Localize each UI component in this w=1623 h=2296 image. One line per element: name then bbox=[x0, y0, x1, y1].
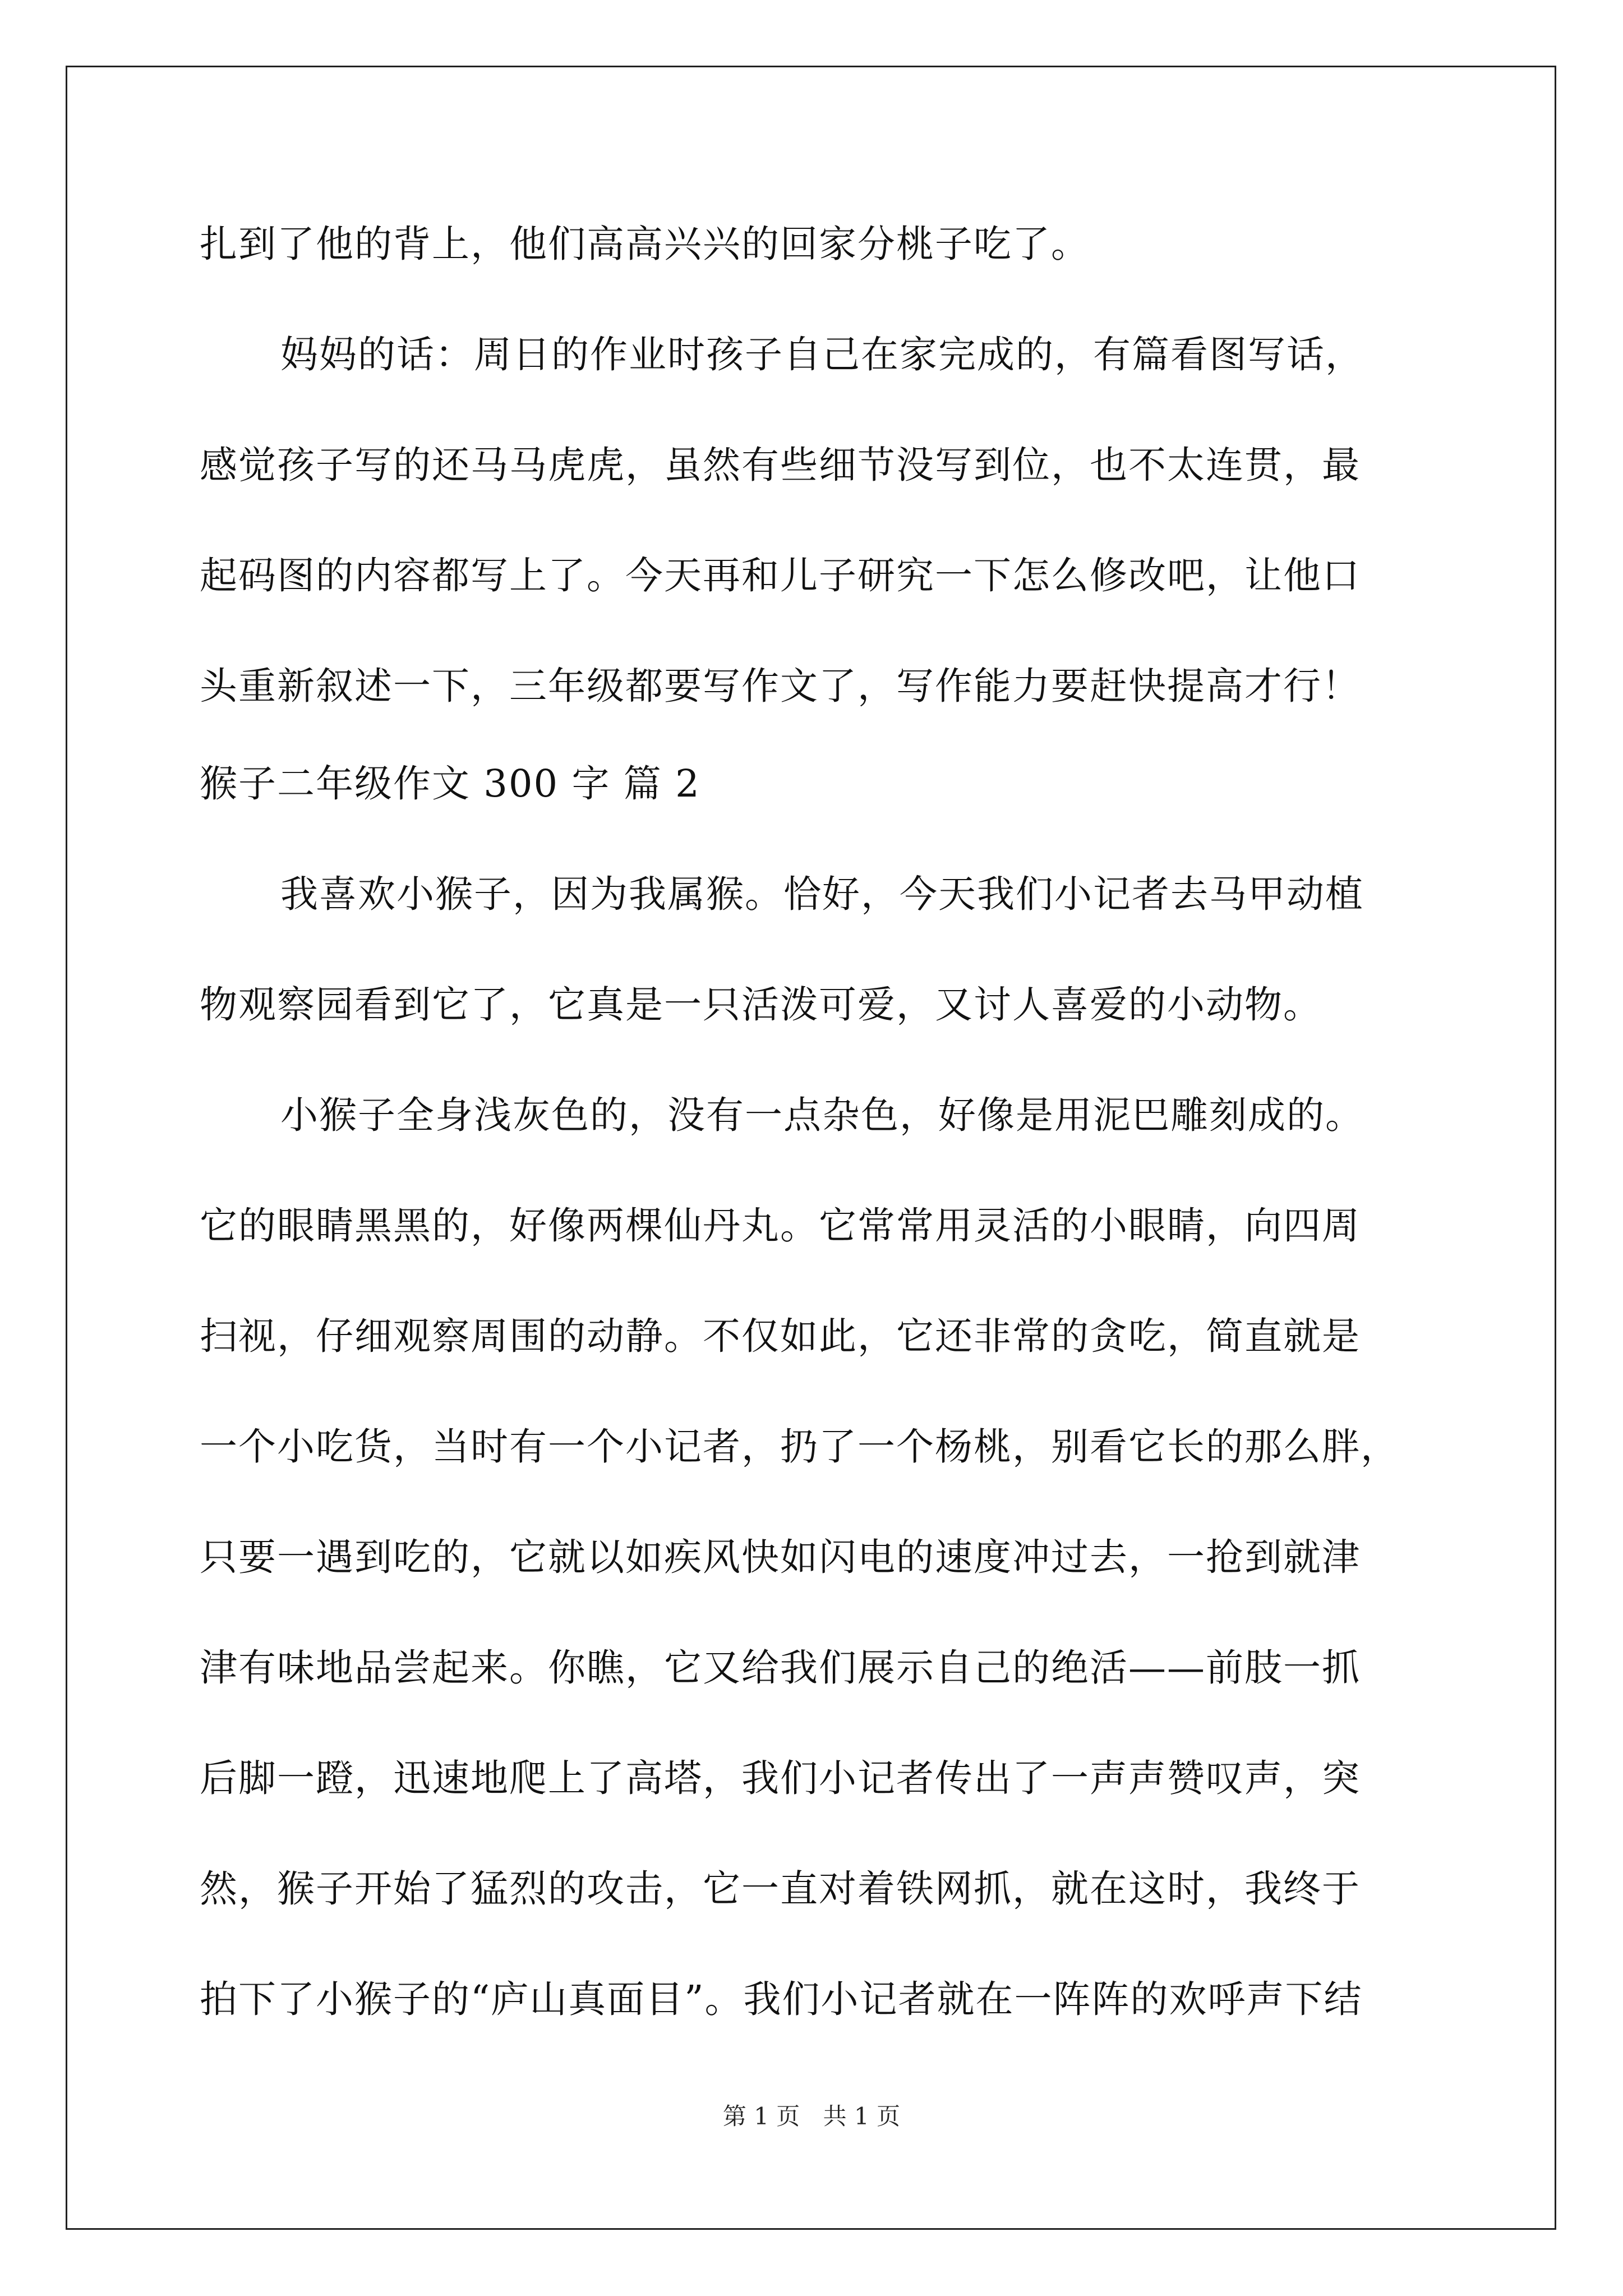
text-line-9: 小猴子全身浅灰色的，没有一点杂色，好像是用泥巴雕刻成的。 bbox=[280, 1093, 1364, 1137]
text-line-2: 妈妈的话：周日的作业时孩子自己在家完成的，有篇看图写话， bbox=[280, 333, 1364, 376]
page-footer bbox=[0, 2102, 1623, 2131]
text-line-11: 扫视，仔细观察周围的动静。不仅如此，它还非常的贪吃，简直就是 bbox=[200, 1314, 1361, 1358]
text-line-3: 感觉孩子写的还马马虎虎，虽然有些细节没写到位，也不太连贯，最 bbox=[200, 443, 1361, 487]
text-line-14: 津有味地品尝起来。你瞧，它又给我们展示自己的绝活——前肢一抓 bbox=[200, 1646, 1361, 1690]
text-line-5: 头重新叙述一下，三年级都要写作文了，写作能力要赶快提高才行！ bbox=[200, 664, 1361, 708]
text-line-16: 然，猴子开始了猛烈的攻击，它一直对着铁网抓，就在这时，我终于 bbox=[200, 1867, 1361, 1911]
text-line-10: 它的眼睛黑黑的，好像两棵仙丹丸。它常常用灵活的小眼睛，向四周 bbox=[200, 1204, 1361, 1248]
text-line-1: 扎到了他的背上，他们高高兴兴的回家分桃子吃了。 bbox=[200, 222, 1090, 266]
text-line-17: 拍下了小猴子的“庐山真面目”。我们小记者就在一阵阵的欢呼声下结 bbox=[200, 1977, 1363, 2021]
page-number: 第 1 页 bbox=[722, 2102, 800, 2130]
page-total: 共 1 页 bbox=[823, 2102, 901, 2130]
text-line-7: 我喜欢小猴子，因为我属猴。恰好，今天我们小记者去马甲动植 bbox=[280, 872, 1364, 916]
text-line-15: 后脚一蹬，迅速地爬上了高塔，我们小记者传出了一声声赞叹声，突 bbox=[200, 1756, 1361, 1800]
section-heading: 猴子二年级作文 300 字 篇 2 bbox=[200, 762, 700, 806]
text-line-13: 只要一遇到吃的，它就以如疾风快如闪电的速度冲过去，一抢到就津 bbox=[200, 1535, 1361, 1579]
text-line-12: 一个小吃货，当时有一个小记者，扔了一个杨桃，别看它长的那么胖， bbox=[200, 1425, 1399, 1469]
text-line-4: 起码图的内容都写上了。今天再和儿子研究一下怎么修改吧，让他口 bbox=[200, 554, 1361, 597]
text-line-8: 物观察园看到它了，它真是一只活泼可爱，又讨人喜爱的小动物。 bbox=[200, 983, 1322, 1027]
